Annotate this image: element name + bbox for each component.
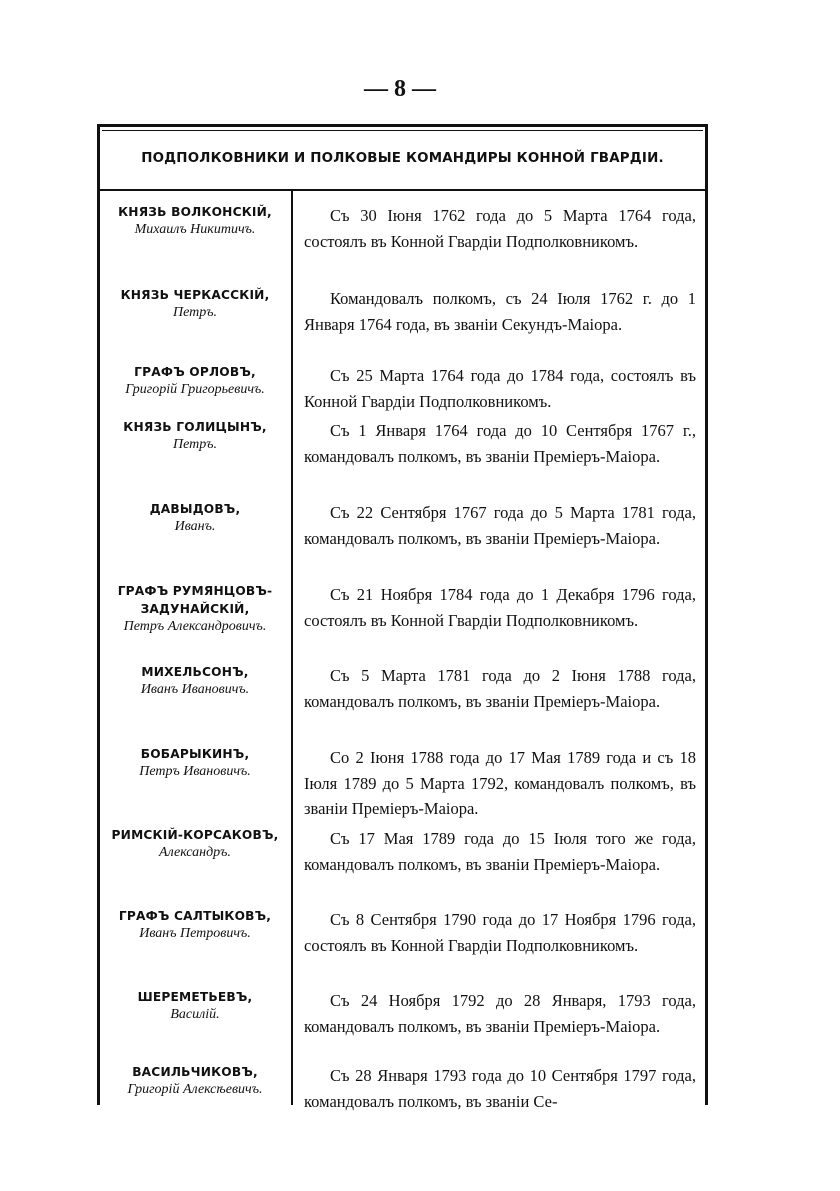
- page-number: — 8 —: [364, 76, 436, 102]
- service-description: Съ 17 Мая 1789 года до 15 Іюля того же года, командовалъ полкомъ, въ званіи Премiеръ-Маiора.: [304, 829, 696, 874]
- table-title: ПОДПОЛКОВНИКИ И ПОЛКОВЫЕ КОМАНДИРЫ КОННОЙ ГВАРДІИ.: [100, 127, 705, 191]
- officer-given-name: Григорій Алексѣевичъ.: [127, 1082, 263, 1097]
- officer-given-name: Иванъ.: [174, 519, 216, 534]
- officer-given-name: Василій.: [170, 1007, 220, 1022]
- service-description: Съ 1 Января 1764 года до 10 Сентября 1767 г., командовалъ полкомъ, въ званіи Преміеръ-Маіора.: [304, 421, 696, 466]
- service-description: Со 2 Іюня 1788 года до 17 Мая 1789 года и съ 18 Іюля 1789 до 5 Марта 1792, командовалъ полкомъ, въ званіи Премiеръ-Маiора.: [304, 748, 696, 818]
- officers-table: [97, 124, 708, 1111]
- officer-name: ГРАФЪ САЛТЫКОВЪ,: [118, 909, 272, 923]
- officer-name: ГРАФЪ ОРЛОВЪ,: [134, 365, 256, 379]
- officer-given-name: Иванъ Петровичъ.: [139, 926, 251, 941]
- service-description: Съ 22 Сентября 1767 года до 5 Марта 1781 года, командовалъ полкомъ, въ званіи Премiеръ-Маiора.: [304, 503, 696, 548]
- officer-name: КНЯЗЬ ЧЕРКАССКІЙ,: [120, 288, 270, 302]
- officer-name: ГРАФЪ РУМЯНЦОВЪ-: [117, 584, 273, 598]
- officer-given-name: Петръ Ивановичъ.: [139, 764, 251, 779]
- officer-name-cell: [100, 988, 290, 1024]
- officer-name-cell: [100, 1063, 290, 1099]
- officer-given-name: Михаилъ Никитичъ.: [134, 222, 256, 237]
- column-divider: [291, 189, 293, 1105]
- officer-name-continued: ЗАДУНАЙСКІЙ,: [140, 602, 250, 616]
- service-description: Съ 8 Сентября 1790 года до 17 Ноября 1796 года, состоялъ въ Конной Гвардіи Подполковникомъ.: [304, 910, 696, 955]
- officer-name-cell: [100, 286, 290, 322]
- officer-name-cell: [100, 663, 290, 699]
- officer-name: ШЕРЕМЕТЬЕВЪ,: [137, 990, 253, 1004]
- officer-name-cell: [100, 203, 290, 239]
- officer-given-name: Петръ.: [172, 437, 218, 452]
- service-description: Съ 30 Іюня 1762 года до 5 Марта 1764 года, состоялъ въ Конной Гвардіи Подполковникомъ.: [304, 206, 696, 251]
- officer-given-name: Александръ.: [159, 845, 231, 860]
- officer-name-cell: [100, 745, 290, 781]
- service-description: Съ 5 Марта 1781 года до 2 Іюня 1788 года, командовалъ полкомъ, въ званіи Премiеръ-Маiора.: [304, 666, 696, 711]
- officer-given-name: Петръ.: [172, 305, 218, 320]
- officer-given-name: Григорій Григорьевичъ.: [125, 382, 265, 397]
- officer-name-cell: [100, 363, 290, 399]
- officer-given-name: Петръ Александровичъ.: [123, 619, 267, 634]
- service-description: Съ 28 Января 1793 года до 10 Сентября 1797 года, командовалъ полкомъ, въ званіи Се-: [304, 1066, 696, 1111]
- service-description: Съ 21 Ноября 1784 года до 1 Декабря 1796 года, состоялъ въ Конной Гвардіи Подполковникомъ.: [304, 585, 696, 630]
- officer-name: МИХЕЛЬСОНЪ,: [141, 665, 249, 679]
- officer-name: БОБАРЫКИНЪ,: [140, 747, 250, 761]
- officer-name-cell: [100, 582, 290, 636]
- service-description: Съ 25 Марта 1764 года до 1784 года, состоялъ въ Конной Гвардіи Подполковникомъ.: [304, 366, 696, 411]
- officer-name-cell: [100, 500, 290, 536]
- officer-name-cell: [100, 826, 290, 862]
- officer-given-name: Иванъ Ивановичъ.: [140, 682, 250, 697]
- officer-name-cell: [100, 418, 290, 454]
- officer-name: ВАСИЛЬЧИКОВЪ,: [132, 1065, 258, 1079]
- officer-name-cell: [100, 907, 290, 943]
- officer-name: ДАВЫДОВЪ,: [149, 502, 241, 516]
- officer-name: КНЯЗЬ ГОЛИЦЫНЪ,: [123, 420, 267, 434]
- officer-name: КНЯЗЬ ВОЛКОНСКІЙ,: [118, 205, 272, 219]
- service-description: Съ 24 Ноября 1792 до 28 Января, 1793 года, командовалъ полкомъ, въ званіи Премiеръ-Маiора.: [304, 991, 696, 1036]
- officer-name: РИМСКІЙ-КОРСАКОВЪ,: [111, 828, 279, 842]
- service-description: Командовалъ полкомъ, съ 24 Іюля 1762 г. до 1 Января 1764 года, въ званіи Секундъ-Маіора.: [304, 289, 696, 334]
